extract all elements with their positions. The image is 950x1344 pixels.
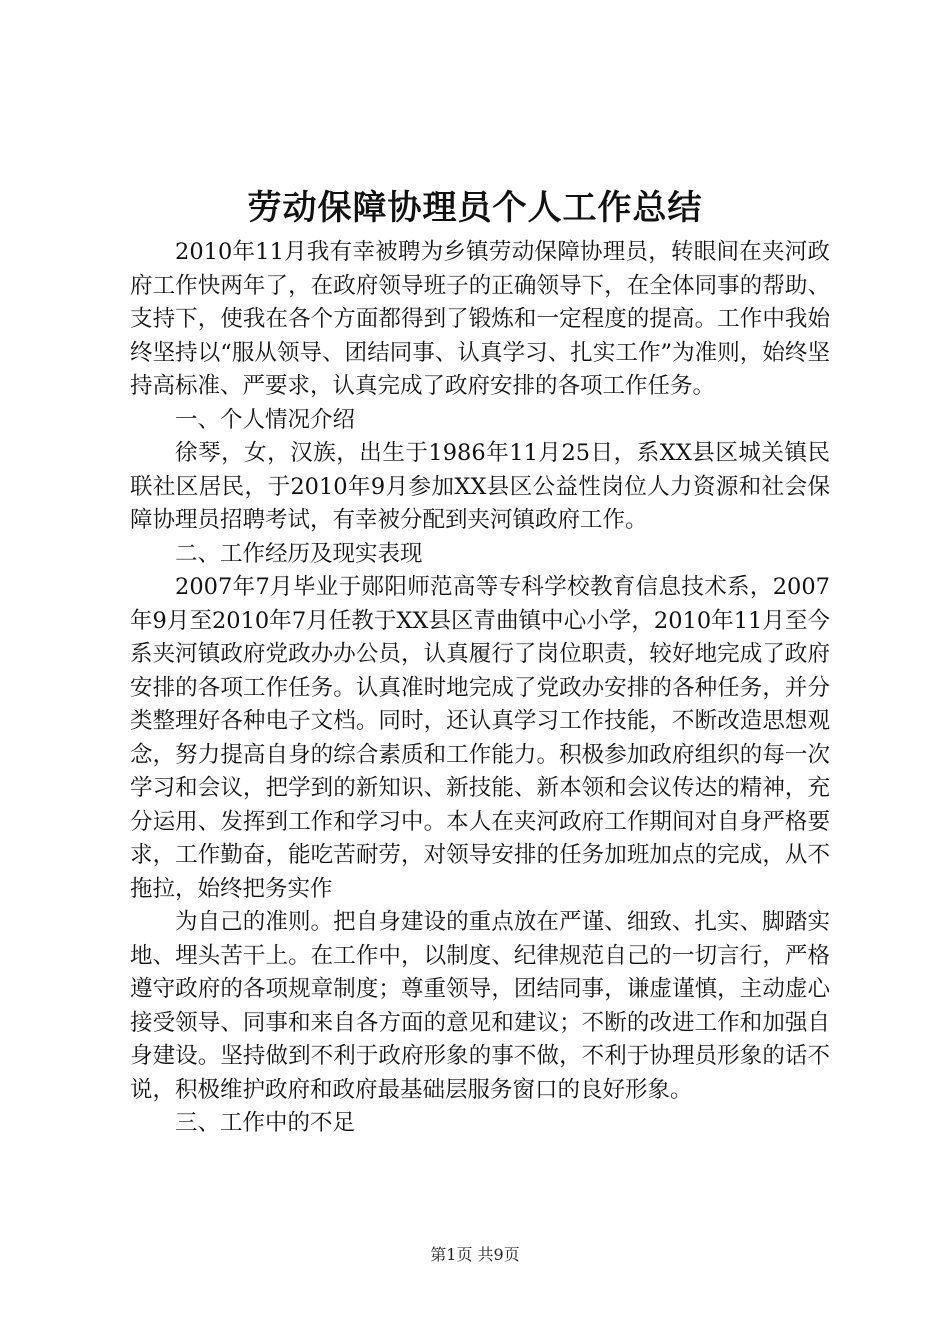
page-number: 第1页 共9页 (430, 1245, 520, 1264)
section-heading-experience: 二、工作经历及现实表现 (175, 540, 423, 567)
personal-info-paragraph: 徐琴，女，汉族，出生于1986年11月25日，系XX县区城关镇民联社区居民，于2010年9月参加XX县区公益性岗位人力资源和社会保障协理员招聘考试，有幸被分配到夹河镇政府工作。 (130, 440, 830, 533)
conduct-paragraph: 为自己的准则。把自身建设的重点放在严谨、细致、扎实、脚踏实地、埋头苦干上。在工作中，以制度、纪律规范自己的一切言行，严格遵守政府的各项规章制度；尊重领导，团结同事，谦虚谨慎，主动虚心接受领导、同事和来自各方面的意见和建议；不断的改进工作和加强自身建设。坚持做到不利于政府形象的事不做，不利于协理员形象的话不说，积极维护政府和政府最基础层服务窗口的良好形象。 (130, 909, 830, 1103)
experience-paragraph: 2007年7月毕业于郧阳师范高等专科学校教育信息技术系，2007年9月至2010年7月任教于XX县区青曲镇中心小学，2010年11月至今系夹河镇政府党政办办公员，认真履行了岗位职责，较好地完成了政府安排的各项工作任务。认真准时地完成了党政办安排的各种任务，并分类整理好各种电子文档。同时，还认真学习工作技能，不断改造思想观念，努力提高自身的综合素质和工作能力。积极参加政府组织的每一次学习和会议，把学到的新知识、新技能、新本领和会议传达的精神，充分运用、发挥到工作和学习中。本人在夹河政府工作期间对自身严格要求，工作勤奋，能吃苦耐劳，对领导安排的任务加班加点的完成，从不拖拉，始终把务实作 (130, 574, 830, 902)
document-body (130, 236, 830, 1141)
intro-paragraph: 2010年11月我有幸被聘为乡镇劳动保障协理员，转眼间在夹河政府工作快两年了，在政府领导班子的正确领导下，在全体同事的帮助、支持下，使我在各个方面都得到了锻炼和一定程度的提高。工作中我始终坚持以“服从领导、团结同事、认真学习、扎实工作”为准则，始终坚持高标准、严要求，认真完成了政府安排的各项工作任务。 (130, 239, 830, 399)
section-heading-shortcomings: 三、工作中的不足 (175, 1110, 356, 1136)
document-title: 劳动保障协理员个人工作总结 (247, 188, 703, 228)
section-heading-personal: 一、个人情况介绍 (175, 406, 356, 433)
